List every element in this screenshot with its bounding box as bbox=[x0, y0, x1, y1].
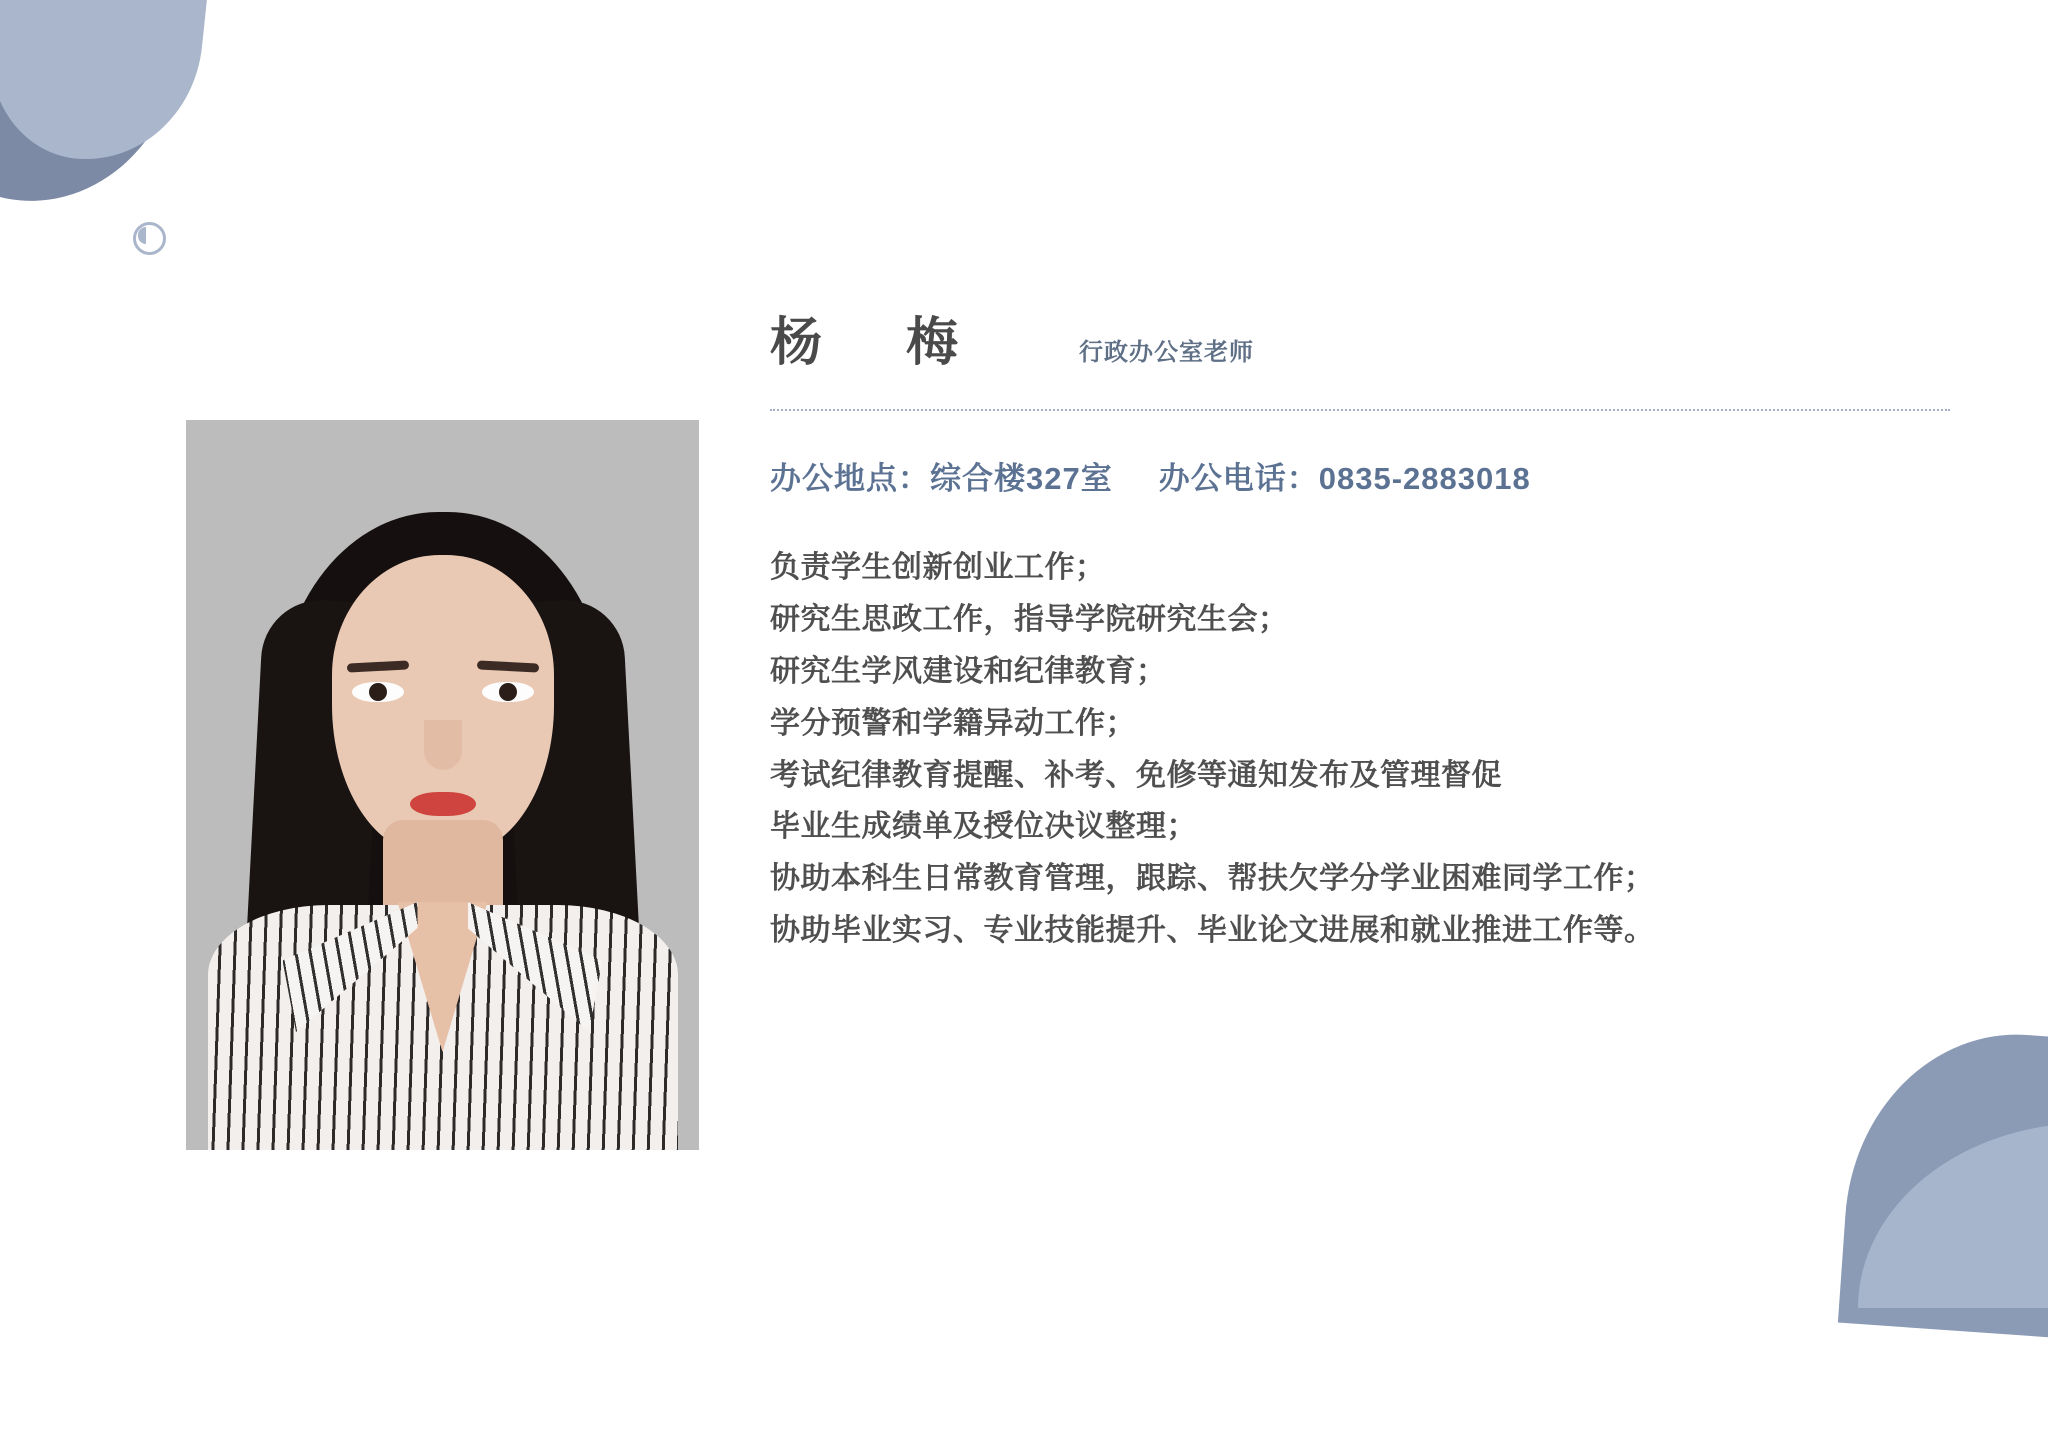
bottom-right-dark-blob-shape bbox=[1838, 1023, 2048, 1342]
office-location: 办公地点：综合楼327室 bbox=[770, 461, 1113, 496]
person-name: 杨 梅 bbox=[770, 314, 975, 372]
list-item: 协助本科生日常教育管理，跟踪、帮扶欠学分学业困难同学工作； bbox=[770, 862, 1655, 896]
portrait-photo bbox=[186, 420, 699, 1150]
contact-info-row bbox=[770, 453, 1950, 498]
office-phone: 办公电话：0835-2883018 bbox=[1158, 461, 1531, 496]
list-item: 协助毕业实习、专业技能提升、毕业论文进展和就业推进工作等。 bbox=[770, 914, 1655, 948]
portrait-illustration bbox=[186, 420, 699, 1150]
bottom-right-mid-blob-shape bbox=[1927, 1183, 2047, 1308]
bottom-right-light-blob-shape bbox=[1858, 1123, 2048, 1308]
list-item: 研究生学风建设和纪律教育； bbox=[770, 654, 1167, 688]
duties-list bbox=[770, 542, 1950, 957]
portrait-lips bbox=[410, 792, 476, 816]
portrait-nose bbox=[424, 720, 462, 770]
list-item: 学分预警和学籍异动工作； bbox=[770, 706, 1136, 740]
portrait-eye-left bbox=[352, 682, 404, 702]
portrait-eye-right bbox=[482, 682, 534, 702]
list-item: 毕业生成绩单及授位决议整理； bbox=[770, 810, 1197, 844]
list-item: 考试纪律教育提醒、补考、免修等通知发布及管理督促 bbox=[770, 758, 1502, 792]
name-row bbox=[770, 300, 1950, 375]
profile-content bbox=[770, 300, 1950, 957]
dotted-divider bbox=[770, 409, 1950, 411]
list-item: 研究生思政工作，指导学院研究生会； bbox=[770, 602, 1289, 636]
list-item: 负责学生创新创业工作； bbox=[770, 551, 1106, 584]
person-role: 行政办公室老师 bbox=[1079, 339, 1255, 366]
top-left-light-blob-shape bbox=[0, 0, 210, 170]
top-left-dark-blob-shape bbox=[0, 0, 211, 220]
top-left-ring-icon bbox=[133, 222, 166, 255]
